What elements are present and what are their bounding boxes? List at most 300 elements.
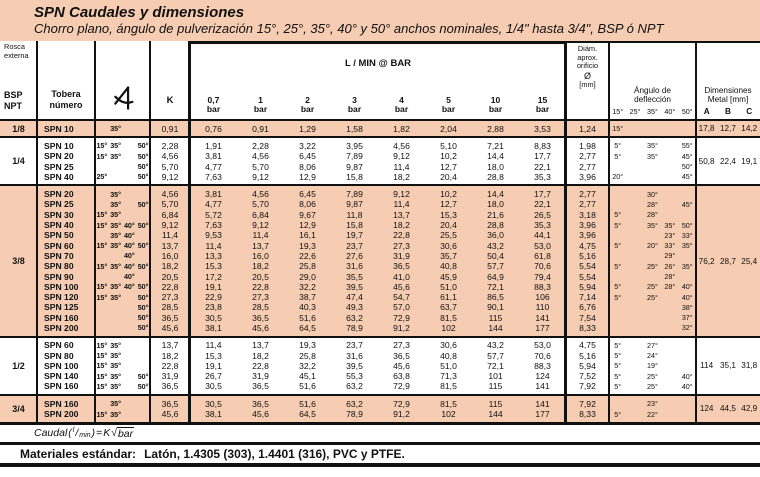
flow-values-cell xyxy=(190,261,566,271)
spray-angle-value xyxy=(95,231,109,240)
deflection-value: 37° xyxy=(681,313,693,323)
flow-values-cell xyxy=(190,151,566,161)
flow-value: 28,8 xyxy=(487,220,504,231)
table-row xyxy=(37,381,696,391)
flow-value: 115 xyxy=(488,381,503,392)
group-rows xyxy=(37,186,696,335)
table-row xyxy=(37,210,696,220)
deflection-value xyxy=(626,141,643,150)
flow-value: 51,0 xyxy=(440,281,457,292)
deflection-value: 33° xyxy=(681,230,693,240)
flow-value: 91,2 xyxy=(393,409,410,420)
orifice-diameter-value: 7,92 xyxy=(579,381,596,392)
flow-value: 61,8 xyxy=(534,250,551,261)
deflection-value xyxy=(626,162,643,171)
orifice-diameter-value: 8,33 xyxy=(579,322,596,333)
table-body xyxy=(0,121,760,422)
orifice-diameter-value: 5,54 xyxy=(579,271,596,282)
deflection-value: 40° xyxy=(681,381,693,391)
k-factor-value: 36,5 xyxy=(161,312,179,323)
deflection-value xyxy=(626,152,643,161)
table-row xyxy=(37,141,696,151)
flow-value: 15,3 xyxy=(440,209,457,220)
flow-value: 31,6 xyxy=(346,350,363,361)
dimension-value: 12,7 xyxy=(719,124,736,134)
flow-value: 64,5 xyxy=(299,322,316,333)
page-subtitle: Chorro plano, ángulo de pulverización 15°, 25°, 35°, 40° y 50° anchos nominales, 1/4" hasta 3/4", BSP ó NPT xyxy=(34,21,664,36)
flow-value: 1,58 xyxy=(346,123,363,134)
spray-angle-cell xyxy=(95,241,150,250)
deflection-cell xyxy=(609,221,696,230)
spray-angle-header xyxy=(95,41,150,119)
spray-angle-value: 15° xyxy=(96,282,108,292)
k-factor-value: 31,9 xyxy=(161,371,179,382)
deflection-value xyxy=(661,124,678,133)
spray-angle-value xyxy=(109,313,123,322)
deflection-value: 5° xyxy=(614,340,622,350)
deflection-value: 45° xyxy=(681,151,693,161)
deflection-cell xyxy=(609,124,696,133)
column-rule xyxy=(149,41,151,422)
dimension-columns: A B C xyxy=(703,106,753,116)
thread-group xyxy=(0,138,760,186)
spray-angle-value xyxy=(123,361,137,370)
flow-value: 57,0 xyxy=(393,302,410,313)
deflection-value xyxy=(626,190,643,199)
spray-angle-value: 25° xyxy=(96,172,108,182)
column-rule xyxy=(36,41,38,422)
flow-value: 35,5 xyxy=(346,271,363,282)
flow-value: 64,5 xyxy=(299,409,316,420)
rosca-line: Rosca xyxy=(4,42,25,51)
flow-value: 5,10 xyxy=(440,140,457,151)
flow-value: 177 xyxy=(535,322,550,333)
deflection-cell xyxy=(609,262,696,271)
header-top-rule xyxy=(567,41,760,43)
table-row xyxy=(37,220,696,230)
spray-angle-value: 35° xyxy=(110,141,122,151)
spray-angle-value: 40° xyxy=(123,220,135,230)
spray-angle-value xyxy=(95,303,109,312)
flow-value: 18,2 xyxy=(252,350,269,361)
flow-value: 13,7 xyxy=(393,209,410,220)
thread-standards xyxy=(4,90,37,111)
flow-values-cell xyxy=(190,399,566,409)
flow-value: 27,6 xyxy=(346,250,363,261)
deflection-value: 5° xyxy=(614,261,622,271)
table-row xyxy=(37,409,696,419)
flow-value: 22,1 xyxy=(534,199,551,210)
thread-header xyxy=(0,41,37,119)
k-factor-value: 11,4 xyxy=(161,230,179,241)
flow-value: 61,1 xyxy=(440,292,457,303)
spray-angle-value xyxy=(95,124,109,133)
orifice-diameter-header: Diám. aprox. orificio Ø [mm] xyxy=(566,41,609,119)
flow-value: 5,72 xyxy=(205,209,222,220)
nozzle-number: SPN 70 xyxy=(44,250,74,261)
deflection-value xyxy=(626,200,643,209)
deflection-value xyxy=(626,361,643,370)
spray-angle-value xyxy=(95,190,109,199)
thread-size-label: 3/8 xyxy=(12,256,25,267)
deflection-value xyxy=(609,272,626,281)
flow-value: 4,56 xyxy=(393,140,410,151)
flow-values-cell xyxy=(190,272,566,282)
deflection-value xyxy=(626,251,643,260)
spray-angle-value xyxy=(123,382,137,391)
table-row xyxy=(37,361,696,371)
spray-angle-value xyxy=(109,303,123,312)
deflection-value: 25° xyxy=(647,381,658,391)
k-factor-value: 4,56 xyxy=(161,189,179,200)
orifice-diameter-value: 1,98 xyxy=(579,140,596,151)
deflection-value xyxy=(644,162,661,171)
flow-value: 18,2 xyxy=(393,171,410,182)
deflection-value: 5° xyxy=(614,409,622,419)
k-factor-value: 18,2 xyxy=(161,350,179,361)
spray-angle-value: 35° xyxy=(110,210,122,220)
spray-angle-value: 35° xyxy=(110,220,122,230)
deflection-value: 40° xyxy=(681,282,693,292)
spray-angle-cell xyxy=(95,282,150,291)
flow-value: 31,9 xyxy=(393,250,410,261)
bsp-label: BSP xyxy=(4,90,23,100)
deflection-value xyxy=(626,124,643,133)
flow-value: 45,1 xyxy=(299,371,316,382)
k-factor-value: 20,5 xyxy=(161,271,179,282)
flow-value: 57,7 xyxy=(487,261,504,272)
flow-value: 1,29 xyxy=(299,123,316,134)
spray-angle-value: 15° xyxy=(96,210,108,220)
flow-value: 16,1 xyxy=(299,230,316,241)
spray-angle-value xyxy=(95,272,109,281)
table-row xyxy=(37,189,696,199)
spray-angle-value xyxy=(136,410,150,419)
table-header xyxy=(0,41,760,121)
deflection-cell xyxy=(609,210,696,219)
deflection-value: 35° xyxy=(681,261,693,271)
k-factor-value: 9,12 xyxy=(161,171,179,182)
flow-value: 88,3 xyxy=(534,360,551,371)
deflection-value xyxy=(626,351,643,360)
spray-angle-value xyxy=(123,399,137,408)
spray-angle-value: 50° xyxy=(137,162,149,172)
deflection-value: 26° xyxy=(664,261,676,271)
deflection-cell xyxy=(609,399,696,408)
flow-value: 9,87 xyxy=(346,199,363,210)
bar-column-header: 2 bar xyxy=(300,94,315,115)
flow-value: 7,89 xyxy=(346,189,363,200)
group-rows xyxy=(37,121,696,136)
nozzle-number: SPN 80 xyxy=(44,350,74,361)
flow-value: 43,2 xyxy=(487,340,504,351)
spray-angle-cell xyxy=(95,172,150,181)
flow-value: 81,5 xyxy=(440,398,457,409)
flow-value: 36,5 xyxy=(252,381,269,392)
deflection-cell xyxy=(609,241,696,250)
deflection-cell xyxy=(609,190,696,199)
orifice-diameter-value: 2,77 xyxy=(579,151,596,162)
spray-angle-value xyxy=(123,303,137,312)
spray-angle-value xyxy=(136,124,150,133)
flow-value: 19,3 xyxy=(299,240,316,251)
flow-value: 101 xyxy=(488,371,503,382)
spray-angle-value xyxy=(109,162,123,171)
flow-values-cell xyxy=(190,302,566,312)
spray-angle-value: 15° xyxy=(96,340,108,350)
flow-value: 32,2 xyxy=(299,281,316,292)
flow-value: 78,9 xyxy=(346,409,363,420)
deflection-value: 45° xyxy=(681,199,693,209)
flow-value: 141 xyxy=(535,381,550,392)
group-rows xyxy=(37,338,696,394)
flow-value: 10,2 xyxy=(440,189,457,200)
spray-angle-cell xyxy=(95,341,150,350)
table-row xyxy=(37,340,696,350)
spray-angle-value: 35° xyxy=(110,230,122,240)
thread-group xyxy=(0,186,760,337)
spray-angle-value: 15° xyxy=(96,151,108,161)
deflection-value xyxy=(679,399,696,408)
orifice-diameter-value: 5,54 xyxy=(579,261,596,272)
spray-angle-value xyxy=(123,293,137,302)
thread-size-label: 1/8 xyxy=(12,123,25,134)
spray-angle-value xyxy=(95,323,109,332)
flow-value: 51,6 xyxy=(299,381,316,392)
deflection-value xyxy=(661,172,678,181)
orifice-diameter-value: 4,75 xyxy=(579,240,596,251)
flow-value: 72,9 xyxy=(393,381,410,392)
flow-value: 22,6 xyxy=(299,250,316,261)
deflection-value xyxy=(626,241,643,250)
deflection-value xyxy=(626,382,643,391)
flow-value: 4,77 xyxy=(205,161,222,172)
column-rule xyxy=(608,41,610,422)
dimension-value: 42,9 xyxy=(741,404,758,414)
flow-value: 19,1 xyxy=(205,281,222,292)
flow-value: 20,5 xyxy=(252,271,269,282)
deflection-value: 33° xyxy=(664,241,676,251)
spray-angle-value: 15° xyxy=(96,241,108,251)
flow-value: 36,5 xyxy=(393,350,410,361)
flow-value: 53,0 xyxy=(534,240,551,251)
metal-dimensions xyxy=(696,121,760,136)
spray-angle-cell xyxy=(95,372,150,381)
flow-value: 9,12 xyxy=(393,151,410,162)
deflection-value: 20° xyxy=(612,172,624,182)
spray-angle-value: 35° xyxy=(110,399,122,409)
flow-value: 0,91 xyxy=(252,123,269,134)
orifice-diameter-value: 7,54 xyxy=(579,312,596,323)
deflection-value xyxy=(661,351,678,360)
flow-value: 6,45 xyxy=(299,151,316,162)
flow-formula: Caudal ( l / min ) = K √ bar xyxy=(0,425,760,445)
deflection-value: 24° xyxy=(647,351,658,361)
table-row xyxy=(37,292,696,302)
deflection-value xyxy=(679,341,696,350)
spray-angle-value xyxy=(136,399,150,408)
deflection-value xyxy=(679,410,696,419)
deflection-value: 5° xyxy=(614,292,622,302)
flow-value: 72,1 xyxy=(487,281,504,292)
flow-values-cell xyxy=(190,282,566,292)
deflection-value xyxy=(679,251,696,260)
flow-value: 2,28 xyxy=(252,140,269,151)
spray-angle-cell xyxy=(95,313,150,322)
flow-value: 2,04 xyxy=(440,123,457,134)
deflection-value: 35° xyxy=(647,141,658,151)
deflection-angle-header: Ángulo de deflección 15° 25° 35° 40° 50° xyxy=(609,41,696,119)
spray-angle-value: 35° xyxy=(110,351,122,361)
deflection-value: 5° xyxy=(614,241,622,251)
deflection-cell xyxy=(609,303,696,312)
flow-value: 31,6 xyxy=(346,261,363,272)
spray-angle-value: 35° xyxy=(110,189,122,199)
flow-value: 45,6 xyxy=(252,409,269,420)
deflection-value xyxy=(626,272,643,281)
flow-value: 124 xyxy=(535,371,550,382)
flow-value: 81,5 xyxy=(440,312,457,323)
spray-angle-value: 50° xyxy=(137,313,149,323)
spray-angle-value: 50° xyxy=(137,141,149,151)
flow-value: 144 xyxy=(488,409,503,420)
flow-values-cell xyxy=(190,351,566,361)
flow-value: 70,6 xyxy=(534,350,551,361)
deflection-value xyxy=(644,124,661,133)
dimension-value: 25,4 xyxy=(741,256,758,266)
flow-value: 141 xyxy=(535,398,550,409)
flow-value: 12,7 xyxy=(440,161,457,172)
bar-pressure-row xyxy=(190,96,566,119)
k-factor-value: 0,91 xyxy=(161,123,179,134)
nozzle-number: SPN 140 xyxy=(44,371,79,382)
k-factor-value: 28,5 xyxy=(161,302,179,313)
flow-value: 21,6 xyxy=(487,209,504,220)
deflection-cell xyxy=(609,293,696,302)
spray-angle-value xyxy=(95,200,109,209)
deflection-value xyxy=(661,162,678,171)
deflection-value: 30° xyxy=(647,189,658,199)
flow-value: 25,8 xyxy=(299,350,316,361)
flow-value: 11,4 xyxy=(393,199,410,210)
deflection-value: 25° xyxy=(647,282,658,292)
flow-values-cell xyxy=(190,230,566,240)
metal-dimensions xyxy=(696,186,760,335)
orifice-diameter-value: 7,52 xyxy=(579,371,596,382)
flow-value: 29,0 xyxy=(299,271,316,282)
flow-value: 45,6 xyxy=(393,360,410,371)
table-row xyxy=(37,172,696,182)
deflection-cell xyxy=(609,382,696,391)
flow-value: 23,7 xyxy=(346,240,363,251)
spray-angle-value: 50° xyxy=(137,172,149,182)
deflection-value: 40° xyxy=(681,371,693,381)
spray-angle-value xyxy=(136,351,150,360)
deflection-value xyxy=(661,313,678,322)
orifice-diameter-value: 3,96 xyxy=(579,171,596,182)
spray-angle-value xyxy=(136,361,150,370)
deflection-value: 50° xyxy=(681,162,693,172)
flow-values-cell xyxy=(190,141,566,151)
deflection-value xyxy=(679,210,696,219)
flow-values-cell xyxy=(190,220,566,230)
deflection-value xyxy=(609,231,626,240)
thread-group xyxy=(0,396,760,422)
flow-value: 72,9 xyxy=(393,398,410,409)
flow-value: 91,2 xyxy=(393,322,410,333)
spray-angle-value: 35° xyxy=(110,409,122,419)
table-row xyxy=(37,124,696,134)
flow-value: 11,8 xyxy=(346,209,363,220)
spray-angle-cell xyxy=(95,293,150,302)
spray-angle-value: 50° xyxy=(137,323,149,333)
flow-value: 102 xyxy=(441,322,456,333)
spray-angle-value: 40° xyxy=(123,282,135,292)
flow-value: 20,4 xyxy=(440,171,457,182)
flow-value: 23,7 xyxy=(346,340,363,351)
flow-value: 9,12 xyxy=(252,171,269,182)
flow-values-cell xyxy=(190,189,566,199)
flow-value: 31,9 xyxy=(252,371,269,382)
spray-angle-value: 35° xyxy=(110,292,122,302)
flow-value: 3,22 xyxy=(299,140,316,151)
flow-value: 23,8 xyxy=(205,302,222,313)
deflection-value xyxy=(661,293,678,302)
table-row xyxy=(37,271,696,281)
nozzle-number: SPN 10 xyxy=(44,123,74,134)
flow-value: 4,77 xyxy=(205,199,222,210)
flow-value: 11,4 xyxy=(205,240,222,251)
nozzle-number: SPN 25 xyxy=(44,161,74,172)
flow-value: 11,4 xyxy=(393,161,410,172)
spray-angle-value: 40° xyxy=(123,251,135,261)
bar-column-header: 4 bar xyxy=(394,94,409,115)
flow-value: 19,7 xyxy=(346,230,363,241)
flow-value: 18,0 xyxy=(487,199,504,210)
flow-value: 35,3 xyxy=(534,220,551,231)
flow-value: 7,63 xyxy=(205,220,222,231)
spray-angle-cell xyxy=(95,262,150,271)
deflection-value xyxy=(661,323,678,332)
deflection-value: 38° xyxy=(681,302,693,312)
deflection-value xyxy=(626,221,643,230)
deflection-value xyxy=(679,124,696,133)
k-factor-value: 27,3 xyxy=(161,292,179,303)
flow-value: 27,3 xyxy=(393,340,410,351)
diameter-symbol: Ø xyxy=(583,70,591,81)
nozzle-number: SPN 10 xyxy=(44,140,74,151)
k-factor-value: 16,0 xyxy=(161,250,179,261)
deflection-value: 5° xyxy=(614,351,622,361)
bar-column-header: 15 bar xyxy=(535,94,550,115)
bar-column-header: 1 bar xyxy=(253,94,268,115)
spray-angle-value: 35° xyxy=(110,381,122,391)
spray-angle-value xyxy=(123,200,137,209)
flow-value: 22,8 xyxy=(252,281,269,292)
k-factor-value: 5,70 xyxy=(161,161,179,172)
flow-value: 19,1 xyxy=(205,360,222,371)
spray-angle-value: 15° xyxy=(96,261,108,271)
flow-value: 17,2 xyxy=(205,271,222,282)
flow-value: 2,88 xyxy=(487,123,504,134)
dimension-value: 124 xyxy=(699,404,714,414)
flow-values-cell xyxy=(190,162,566,172)
thread-size-label: 1/4 xyxy=(12,156,25,167)
nozzle-number: SPN 160 xyxy=(44,312,79,323)
spray-angle-value xyxy=(123,410,137,419)
flow-values-cell xyxy=(190,172,566,182)
spray-angle-value: 40° xyxy=(123,241,135,251)
